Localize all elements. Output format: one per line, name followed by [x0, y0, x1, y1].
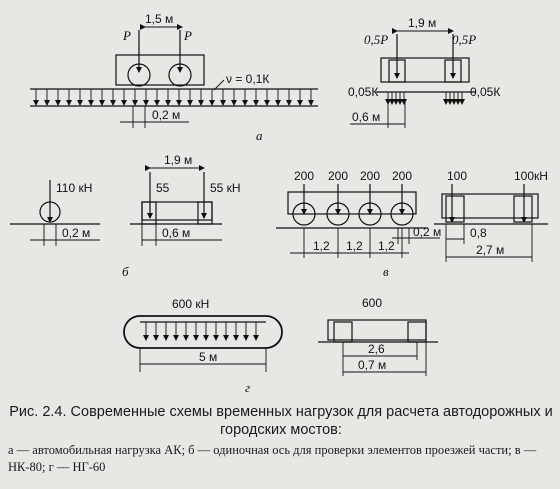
wheel-distributed-arrows [388, 92, 462, 104]
nk80-load-4: 200 [392, 169, 413, 183]
dim-1-2-1: 1,2 [313, 239, 330, 253]
scheme-b [10, 153, 241, 279]
nk80-load-1: 200 [294, 169, 315, 183]
dim-0-2-b: 0,2 м [62, 226, 91, 240]
track-distributed-arrows [146, 322, 256, 340]
load-p-left: P [123, 28, 131, 43]
label-a: а [256, 128, 263, 143]
dim-1-5: 1,5 м [145, 12, 174, 26]
load-100-right: 100кН [514, 169, 548, 183]
caption-legend: а — автомобильная нагрузка АК; б — одиночная ось для проверки элементов проезжей части; в — НК-80; г — НГ-60 [8, 443, 537, 474]
nk80-load-2: 200 [328, 169, 349, 183]
dim-5: 5 м [199, 350, 218, 364]
scheme-v-tracks [276, 169, 441, 279]
load-55-left: 55 [156, 181, 170, 195]
nk80-dimensions [304, 228, 402, 258]
scheme-v-side [434, 169, 548, 262]
dim-1-2-2: 1,2 [346, 239, 363, 253]
dim-0-2-a: 0,2 м [152, 108, 181, 122]
load-600: 600 кН [172, 297, 210, 311]
dim-0-2-v: 0,2 м [413, 225, 442, 239]
scheme-a-axle-detail [348, 16, 500, 128]
load-0-5p-right: 0,5P [452, 32, 477, 47]
dim-0-6-b: 0,6 м [162, 226, 191, 240]
dim-2-6: 2,6 [368, 342, 385, 356]
load-0-5p-left: 0,5P [364, 32, 389, 47]
dim-1-9-a: 1,9 м [408, 16, 437, 30]
load-55-right: 55 кН [210, 181, 241, 195]
label-b: б [122, 264, 129, 279]
load-600-side: 600 [362, 296, 383, 310]
distributed-load-arrows [36, 89, 311, 105]
nk80-load-3: 200 [360, 169, 381, 183]
load-p-right: P [184, 28, 192, 43]
dim-1-2-3: 1,2 [378, 239, 395, 253]
caption-title: Рис. 2.4. Современные схемы временных нагрузок для расчета автодорожных и городских мостов: [9, 404, 553, 438]
load-100-left: 100 [447, 169, 468, 183]
label-v: в [383, 264, 389, 279]
dim-0-6-a: 0,6 м [352, 110, 381, 124]
load-0-05k-right: 0,05К [470, 85, 501, 99]
label-g: г [245, 380, 251, 395]
load-0-05k-left: 0,05К [348, 85, 379, 99]
figure-caption [8, 403, 554, 476]
scheme-g-side [318, 296, 438, 376]
scheme-g-track [124, 297, 282, 395]
dim-0-8: 0,8 [470, 226, 487, 240]
load-110: 110 кН [56, 181, 93, 195]
dim-1-9-b: 1,9 м [164, 153, 193, 167]
dim-0-7: 0,7 м [358, 358, 387, 372]
scheme-a-truck [30, 12, 318, 143]
nu-label: ν = 0,1К [226, 72, 270, 86]
dim-2-7: 2,7 м [476, 243, 505, 257]
